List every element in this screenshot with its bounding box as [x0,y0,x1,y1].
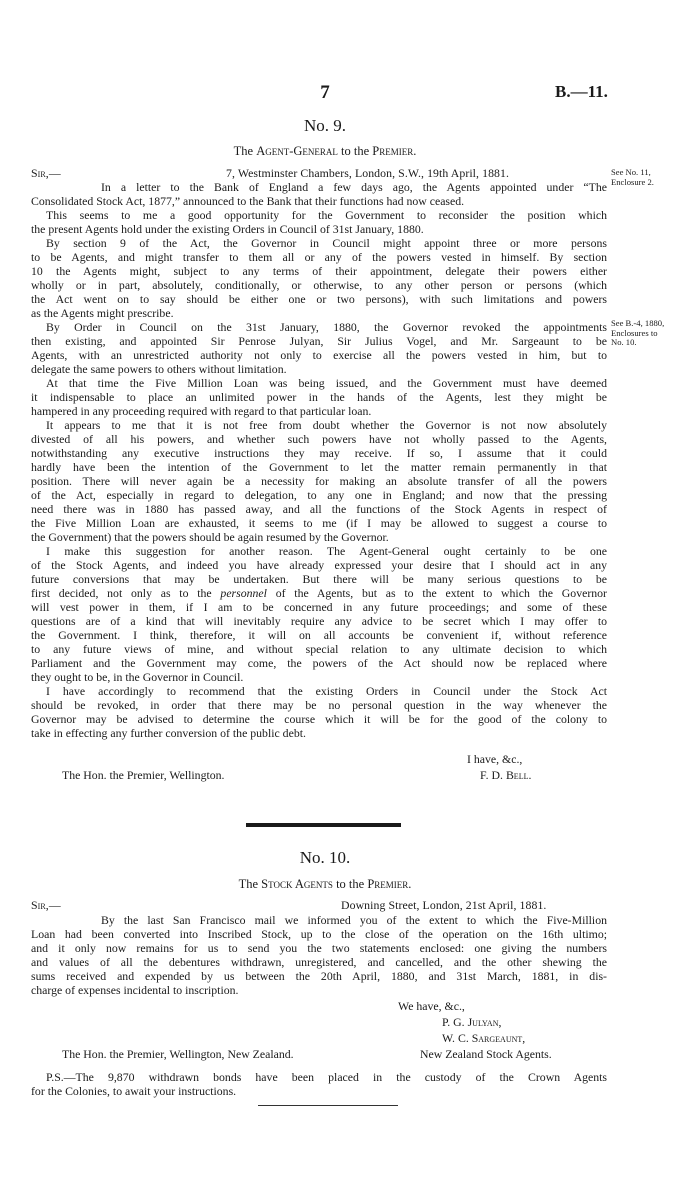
body-line: I make this suggestion for another reason. The Agent-General ought certainly to be one [46,544,607,558]
letter-9-dateline: 7, Westminster Chambers, London, S.W., 19th April, 1881. [226,166,510,180]
letter-10-number: No. 10. [299,848,351,867]
body-line: notwithstanding any executive instructions they may receive. If so, I assume that it could [31,446,607,460]
page-reference: B.—11. [555,82,608,101]
body-line: By section 9 of the Act, the Governor in Council might appoint three or more persons [46,236,607,250]
body-line: the Act went on to say should be either one or two persons), with such limitations and powers [31,292,607,306]
body-line: the present Agents hold under the existing Orders in Council of 31st January, 1880. [31,222,424,236]
body-line: take in effecting any further conversion of the public debt. [31,726,306,740]
margin-note-see-b4: See B.-4, 1880, Enclosures to No. 10. [611,318,665,347]
body-line: and values of all the debentures withdrawn, unregistered, and cancelled, and the other shewing the [31,955,607,969]
letter-9-addressee: The Hon. the Premier, Wellington. [62,768,225,782]
italic-word: personnel [220,586,267,600]
letter-10-dateline: Downing Street, London, 21st April, 1881. [341,898,547,912]
letter-10-signatory-title: New Zealand Stock Agents. [420,1047,552,1061]
body-line: the Five Million Loan are exhausted, it seems to me (if I may be allowed to suggest a course to [31,516,607,530]
letter-9-number: No. 9. [303,116,347,135]
body-line: first decided, not only as to the personnel of the Agents, but as to the extent to which the Governor [31,586,607,600]
letter-10-addressee: The Hon. the Premier, Wellington, New Zealand. [62,1047,294,1061]
letter-9-signature: F. D. Bell. [480,768,532,782]
page-number: 7 [320,82,330,103]
body-line: to any future views of mine, and without special relation to any ultimate decision to which [31,642,607,656]
body-line: wholly or in part, absolutely, conditionally, or otherwise, to any other person or persons (which [31,278,607,292]
postscript-line: P.S.—The 9,870 withdrawn bonds have been placed in the custody of the Crown Agents [46,1070,607,1084]
body-line: By the last San Francisco mail we informed you of the extent to which the Five-Million [101,913,607,927]
body-line: By Order in Council on the 31st January, 1880, the Governor revoked the appointments [46,320,607,334]
body-line: and it only now remains for us to send you the two statements enclosed: one giving the numbers [31,941,607,955]
section-divider [246,823,401,827]
body-line: Consolidated Stock Act, 1877,” announced to the Bank that their functions had now ceased. [31,194,465,208]
closing-rule [258,1105,398,1106]
body-line: the Government. I think, therefore, it will on all accounts be convenient if, without reference [31,628,607,642]
body-line: hampered in any proceeding required with regard to that particular loan. [31,404,372,418]
body-line: hardly have been the intention of the Government to let the matter remain permanently in that [31,460,607,474]
body-line: Parliament and the Government may come, the powers of the Act should now be replaced where [31,656,607,670]
letter-10-signatory-sargeaunt: W. C. Sargeaunt, [442,1031,526,1045]
letter-10-body [31,913,607,997]
body-line: delegate the same powers to others without limitation. [31,362,287,376]
body-line: I have accordingly to recommend that the existing Orders in Council under the Stock Act [46,684,607,698]
postscript-line: for the Colonies, to await your instructions. [31,1084,237,1098]
body-line: Governor may be advised to determine the course which it will be for the good of the colony to [31,712,607,726]
margin-note-see-no-11: See No. 11, Enclosure 2. [611,167,654,187]
body-line: need there was in 1880 has passed away, and all the functions of the Stock Agents in respect of [31,502,607,516]
body-line: will vest power in them, if I am to be concerned in any future proceedings; and some of these [31,600,607,614]
letter-9-salutation: Sir,— [31,166,61,180]
letter-10-closing: We have, &c., [398,999,465,1013]
letter-10-from-to: The Stock Agents to the Premier. [238,877,412,891]
body-line: This seems to me a good opportunity for the Government to reconsider the position which [46,208,607,222]
body-line: of the Stock Agents, and indeed you have already expressed your desire that I should act in any [31,558,607,572]
body-line: to be Agents, and might transfer to them all or any of the powers vested in himself. By section [31,250,607,264]
body-line: Agents, with an unrestricted authority not only to exercise all the powers vested in him, but to [31,348,607,362]
body-line: In a letter to the Bank of England a few days ago, the Agents appointed under “The [101,180,607,194]
letter-10-postscript [31,1070,607,1098]
body-line: the Government) that the powers should be again resumed by the Governor. [31,530,389,544]
body-line: of the Act, especially in regard to delegation, to any one in England; and now that the pressing [31,488,607,502]
letter-9-closing: I have, &c., [467,752,523,766]
body-line: questions are of a kind that will inevitably require any advice to be secret which I may offer to [31,614,607,628]
letter-10-salutation: Sir,— [31,898,61,912]
body-line: future conversions that may be undertaken. But there will be many serious questions to be [31,572,607,586]
letter-9-body [31,180,607,740]
body-line: they ought to be, in the Governor in Council. [31,670,244,684]
body-line: it indispensable to place an unlimited power in the hands of the Agents, lest they might be [31,390,607,404]
body-line: should be revoked, in order that there may be no personal question in the way whenever the [31,698,607,712]
body-line: then existing, and appointed Sir Penrose Julyan, Sir Julius Vogel, and Mr. Sargeaunt to be [31,334,607,348]
letter-9-from-to: The Agent-General to the Premier. [233,144,417,158]
body-line: Loan had been converted into Inscribed Stock, up to the close of the operation on the 16th ultimo; [31,927,607,941]
body-line: sums received and expended by us between the 20th April, 1880, and 31st March, 1881, in dis- [31,969,607,983]
body-line: divested of all his powers, and whether such powers have not wholly passed to the Agents, [31,432,607,446]
body-line: as the Agents might prescribe. [31,306,174,320]
body-line: 10 the Agents might, subject to any terms of their appointment, delegate their powers either [31,264,607,278]
body-line: At that time the Five Million Loan was being issued, and the Government must have deemed [46,376,607,390]
body-line: It appears to me that it is not free from doubt whether the Governor is not now absolutely [46,418,607,432]
body-line: position. There will never again be a necessity for making an absolute transfer of all the powers [31,474,607,488]
body-line: charge of expenses incidental to inscription. [31,983,239,997]
letter-10-signatory-julyan: P. G. Julyan, [442,1015,502,1029]
